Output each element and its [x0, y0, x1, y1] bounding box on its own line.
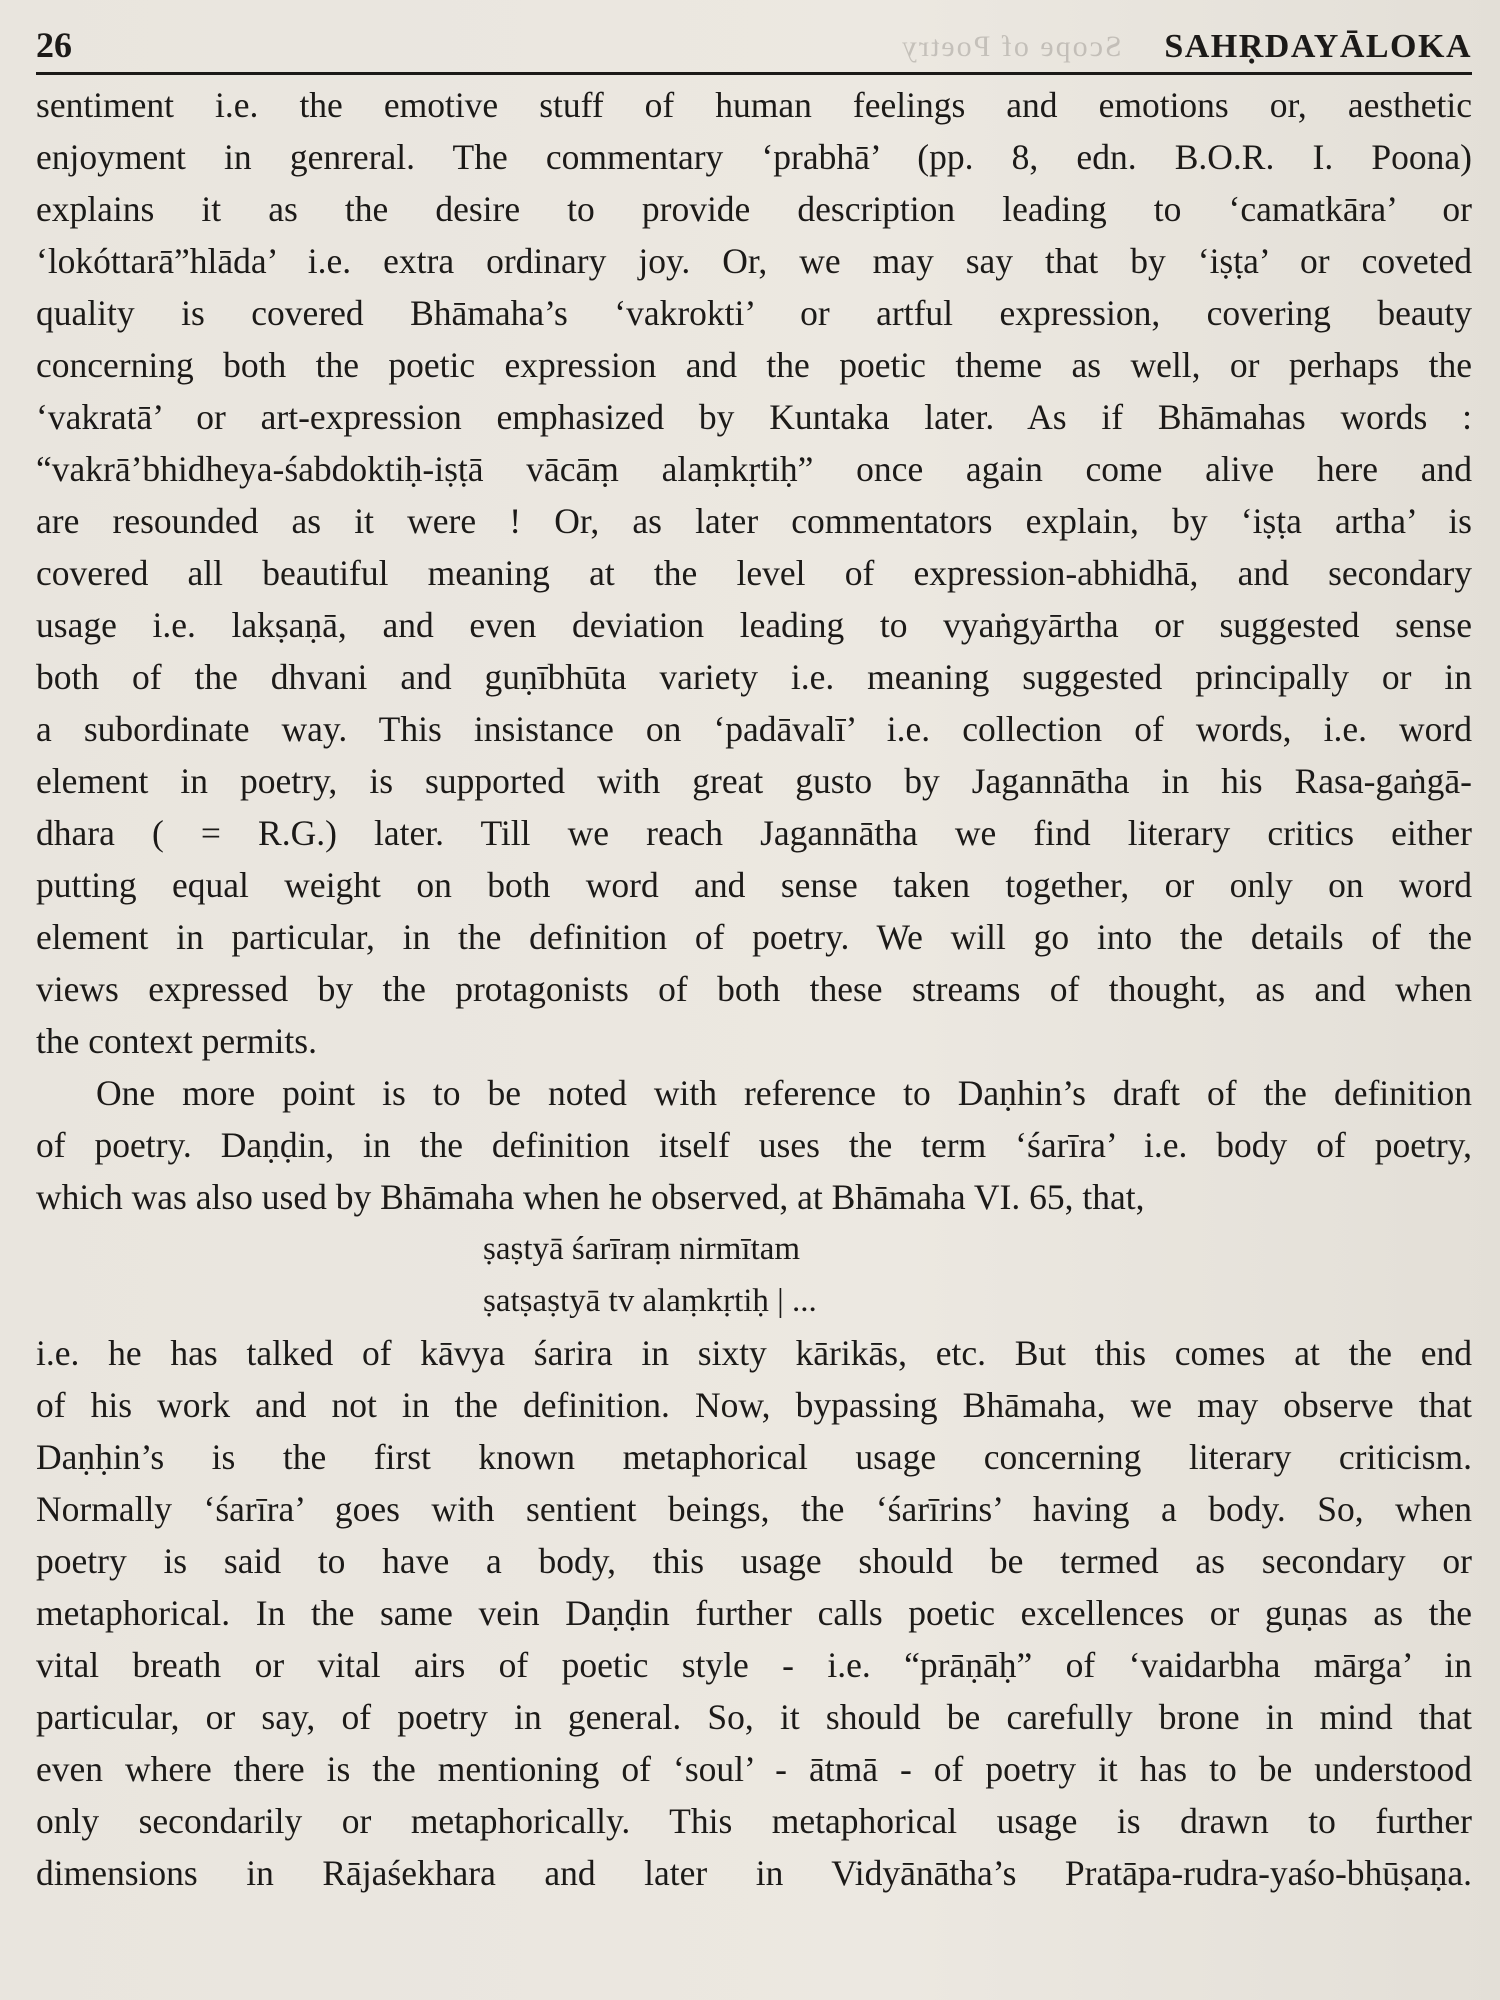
text-line: ‘lokóttarā”hlāda’ i.e. extra ordinary joy. Or, we may say that by ‘iṣṭa’ or coveted [36, 241, 1472, 281]
text-line: a subordinate way. This insistance on ‘padāvalī’ i.e. collection of words, i.e. word [36, 709, 1472, 749]
text-line: metaphorical. In the same vein Daṇḍin further calls poetic excellences or guṇas as the [36, 1593, 1472, 1633]
paragraph-3 [36, 1327, 1472, 1899]
page-header [36, 24, 1472, 75]
text-line: are resounded as it were ! Or, as later commentators explain, by ‘iṣṭa artha’ is [36, 501, 1472, 541]
text-line: Normally ‘śarīra’ goes with sentient beings, the ‘śarīrins’ having a body. So, when [36, 1489, 1472, 1529]
text-line: enjoyment in genreral. The commentary ‘prabhā’ (pp. 8, edn. B.O.R. I. Poona) [36, 137, 1472, 177]
text-line: ‘vakratā’ or art-expression emphasized by Kuntaka later. As if Bhāmahas words : [36, 397, 1472, 437]
paragraph-1 [36, 79, 1472, 1067]
text-line: covered all beautiful meaning at the level of expression-abhidhā, and secondary [36, 553, 1472, 593]
text-line: putting equal weight on both word and sense taken together, or only on word [36, 865, 1472, 905]
text-line: quality is covered Bhāmaha’s ‘vakrokti’ or artful expression, covering beauty [36, 293, 1472, 333]
bleed-through-text: Scope of Poetry [900, 30, 1122, 63]
text-line: “vakrā’bhidheya-śabdoktiḥ-iṣṭā vācāṃ alaṃkṛtiḥ” once again come alive here and [36, 449, 1472, 489]
text-line: vital breath or vital airs of poetic style - i.e. “prāṇāḥ” of ‘vaidarbha mārga’ in [36, 1645, 1472, 1685]
text-line: usage i.e. lakṣaṇā, and even deviation leading to vyaṅgyārtha or suggested sense [36, 605, 1472, 645]
text-line: the context permits. [36, 1021, 317, 1061]
text-line: i.e. he has talked of kāvya śarira in sixty kārikās, etc. But this comes at the end [36, 1333, 1472, 1373]
text-line: particular, or say, of poetry in general. So, it should be carefully brone in mind that [36, 1697, 1472, 1737]
text-line: views expressed by the protagonists of both these streams of thought, as and when [36, 969, 1472, 1009]
text-line: poetry is said to have a body, this usage should be termed as secondary or [36, 1541, 1472, 1581]
text-line: of poetry. Daṇḍin, in the definition itself uses the term ‘śarīra’ i.e. body of poetry, [36, 1125, 1472, 1165]
text-line: only secondarily or metaphorically. This metaphorical usage is drawn to further [36, 1801, 1472, 1841]
text-line: Daṇḥin’s is the first known metaphorical usage concerning literary criticism. [36, 1437, 1472, 1477]
page-number: 26 [36, 25, 72, 65]
text-line: element in poetry, is supported with great gusto by Jagannātha in his Rasa-gaṅgā- [36, 761, 1472, 801]
text-line: element in particular, in the definition of poetry. We will go into the details of the [36, 917, 1472, 957]
text-line: even where there is the mentioning of ‘soul’ - ātmā - of poetry it has to be understood [36, 1749, 1472, 1789]
text-line: explains it as the desire to provide description leading to ‘camatkāra’ or [36, 189, 1472, 229]
running-head: SAHṚDAYĀLOKA [1164, 28, 1472, 65]
verse-line: ṣatṣaṣtyā tv alaṃkṛtiḥ | ... [483, 1283, 817, 1319]
text-line: which was also used by Bhāmaha when he observed, at Bhāmaha VI. 65, that, [36, 1177, 1145, 1217]
paragraph-2 [36, 1067, 1472, 1223]
text-line: of his work and not in the definition. Now, bypassing Bhāmaha, we may observe that [36, 1385, 1472, 1425]
text-line: concerning both the poetic expression and the poetic theme as well, or perhaps the [36, 345, 1472, 385]
sanskrit-verse [36, 1223, 1472, 1327]
text-line: dhara ( = R.G.) later. Till we reach Jagannātha we find literary critics either [36, 813, 1472, 853]
text-line: both of the dhvani and guṇībhūta variety i.e. meaning suggested principally or in [36, 657, 1472, 697]
text-line: dimensions in Rājaśekhara and later in Vidyānātha’s Pratāpa-rudra-yaśo-bhūṣaṇa. [36, 1853, 1472, 1893]
text-line: sentiment i.e. the emotive stuff of human feelings and emotions or, aesthetic [36, 85, 1472, 125]
verse-line: ṣaṣtyā śarīraṃ nirmītam [483, 1231, 801, 1267]
text-line: One more point is to be noted with reference to Daṇhin’s draft of the definition [96, 1073, 1472, 1113]
